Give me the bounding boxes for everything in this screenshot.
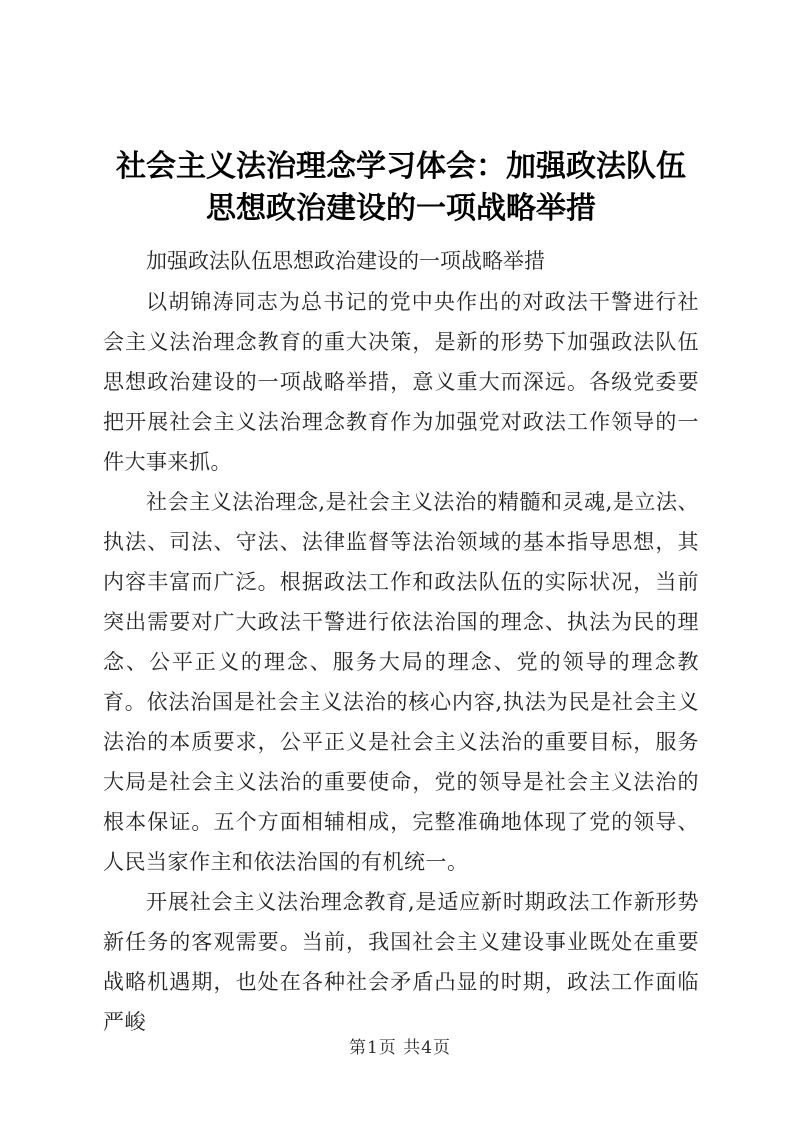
document-subtitle: 加强政法队伍思想政治建设的一项战略举措	[146, 249, 546, 273]
page-number-footer: 第1页 共4页	[348, 1038, 452, 1058]
paragraph-3: 开展社会主义法治理念教育,是适应新时期政法工作新形势新任务的客观需要。当前，我国社会主义建设事业既处在重要战略机遇期，也处在各种社会矛盾凸显的时期，政法工作面临严峻	[103, 890, 699, 1034]
document-title: 社会主义法治理念学习体会：加强政法队伍思想政治建设的一项战略举措	[116, 149, 686, 226]
document-content	[103, 146, 699, 1042]
paragraph-2: 社会主义法治理念,是社会主义法治的精髓和灵魂,是立法、执法、司法、守法、法律监督等法治领域的基本指导思想，其内容丰富而广泛。根据政法工作和政法队伍的实际状况，当前突出需要对广大政法干警进行依法治国的理念、执法为民的理念、公平正义的理念、服务大局的理念、党的领导的理念教育。依法治国是社会主义法治的核心内容,执法为民是社会主义法治的本质要求，公平正义是社会主义法治的重要目标，服务大局是社会主义法治的重要使命，党的领导是社会主义法治的根本保证。五个方面相辅相成，完整准确地体现了党的领导、人民当家作主和依法治国的有机统一。	[103, 490, 699, 874]
paragraph-1: 以胡锦涛同志为总书记的党中央作出的对政法干警进行社会主义法治理念教育的重大决策，是新的形势下加强政法队伍思想政治建设的一项战略举措，意义重大而深远。各级党委要把开展社会主义法治理念教育作为加强党对政法工作领导的一件大事来抓。	[103, 290, 699, 474]
